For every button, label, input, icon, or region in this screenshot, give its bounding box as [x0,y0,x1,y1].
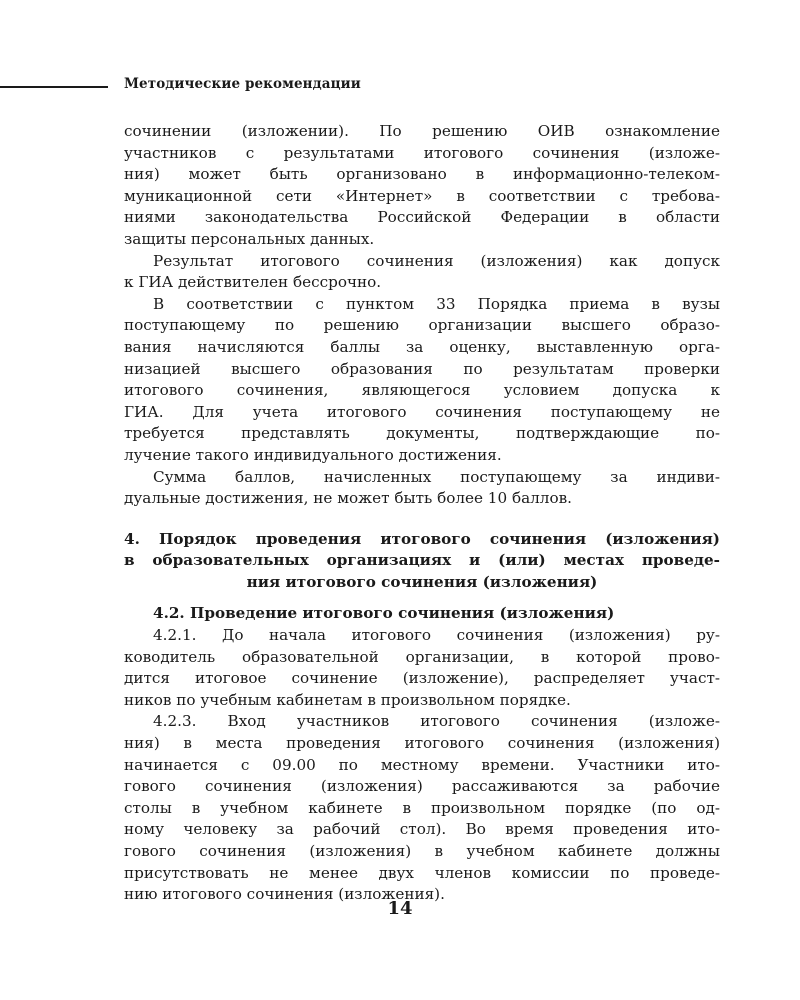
page-number: 14 [387,898,413,919]
paragraph-4-2-1 [124,625,720,711]
section-spacer [124,510,720,529]
page-body [124,121,720,906]
text-line: муникационной сети «Интернет» в соответствии с требова- [124,186,720,205]
text-line: дуальные достижения, не может быть более 10 баллов. [124,489,572,508]
text-line: вания начисляются баллы за оценку, выставленную орга- [124,337,720,356]
paragraph-admission-points [124,294,720,467]
text-line: лучение такого индивидуального достижения. [124,445,502,464]
text-line: сочинении (изложении). По решению ОИВ ознакомление [124,122,720,140]
text-line: дится итоговое сочинение (изложение), распределяет участ- [124,669,720,688]
heading-line: 4. Порядок проведения итогового сочинения (изложения) [124,529,720,548]
heading-line: ния итогового сочинения (изложения) [246,572,598,591]
text-line: участников с результатами итогового сочинения (изложе- [124,143,720,162]
subsection-heading: 4.2. Проведение итогового сочинения (изложения) [153,604,615,623]
text-line: столы в учебном кабинете в произвольном порядке (по од- [124,798,720,817]
text-line: В соответствии с пунктом 33 Порядка приема в вузы [153,294,720,313]
running-title: Методические рекомендации [124,76,361,92]
text-line: начинается с 09.00 по местному времени. Участники ито- [124,755,720,774]
text-line: к ГИА действителен бессрочно. [124,273,382,292]
text-line: присутствовать не менее двух членов комиссии по проведе- [124,863,720,882]
text-line: Результат итогового сочинения (изложения) как допуск [153,251,720,270]
heading-spacer [124,593,720,603]
text-line: защиты персональных данных. [124,229,375,248]
text-line: Сумма баллов, начисленных поступающему за индиви- [153,467,720,486]
text-line: гового сочинения (изложения) рассаживаются за рабочие [124,777,720,796]
text-line: нию итогового сочинения (изложения). [124,885,445,904]
text-line: низацией высшего образования по результатам проверки [124,359,720,378]
text-line: ководитель образовательной организации, в которой прово- [124,647,720,666]
text-line: ному человеку за рабочий стол). Во время проведения ито- [124,820,720,839]
text-line: 4.2.3. Вход участников итогового сочинения (изложе- [153,712,720,731]
paragraph-result-validity [124,251,720,294]
section-heading [124,529,720,594]
text-line: требуется представлять документы, подтверждающие по- [124,424,720,443]
text-line: ния) в места проведения итогового сочинения (изложения) [124,734,720,753]
heading-line: в образовательных организациях и (или) местах проведе- [124,551,720,570]
paragraph-points-limit [124,467,720,510]
text-line: ГИА. Для учета итогового сочинения поступающему не [124,402,720,421]
text-line: 4.2.1. До начала итогового сочинения (изложения) ру- [153,626,720,645]
text-line: ниями законодательства Российской Федерации в области [124,208,720,227]
paragraph-continuation [124,121,720,251]
text-line: ников по учебным кабинетам в произвольном порядке. [124,690,571,709]
text-line: гового сочинения (изложения) в учебном кабинете должны [124,842,720,860]
text-line: итогового сочинения, являющегося условием допуска к [124,381,720,400]
text-line: поступающему по решению организации высшего образо- [124,316,720,335]
text-line: ния) может быть организовано в информационно-телеком- [124,165,720,184]
header-rule [0,86,108,88]
paragraph-4-2-3 [124,711,720,905]
